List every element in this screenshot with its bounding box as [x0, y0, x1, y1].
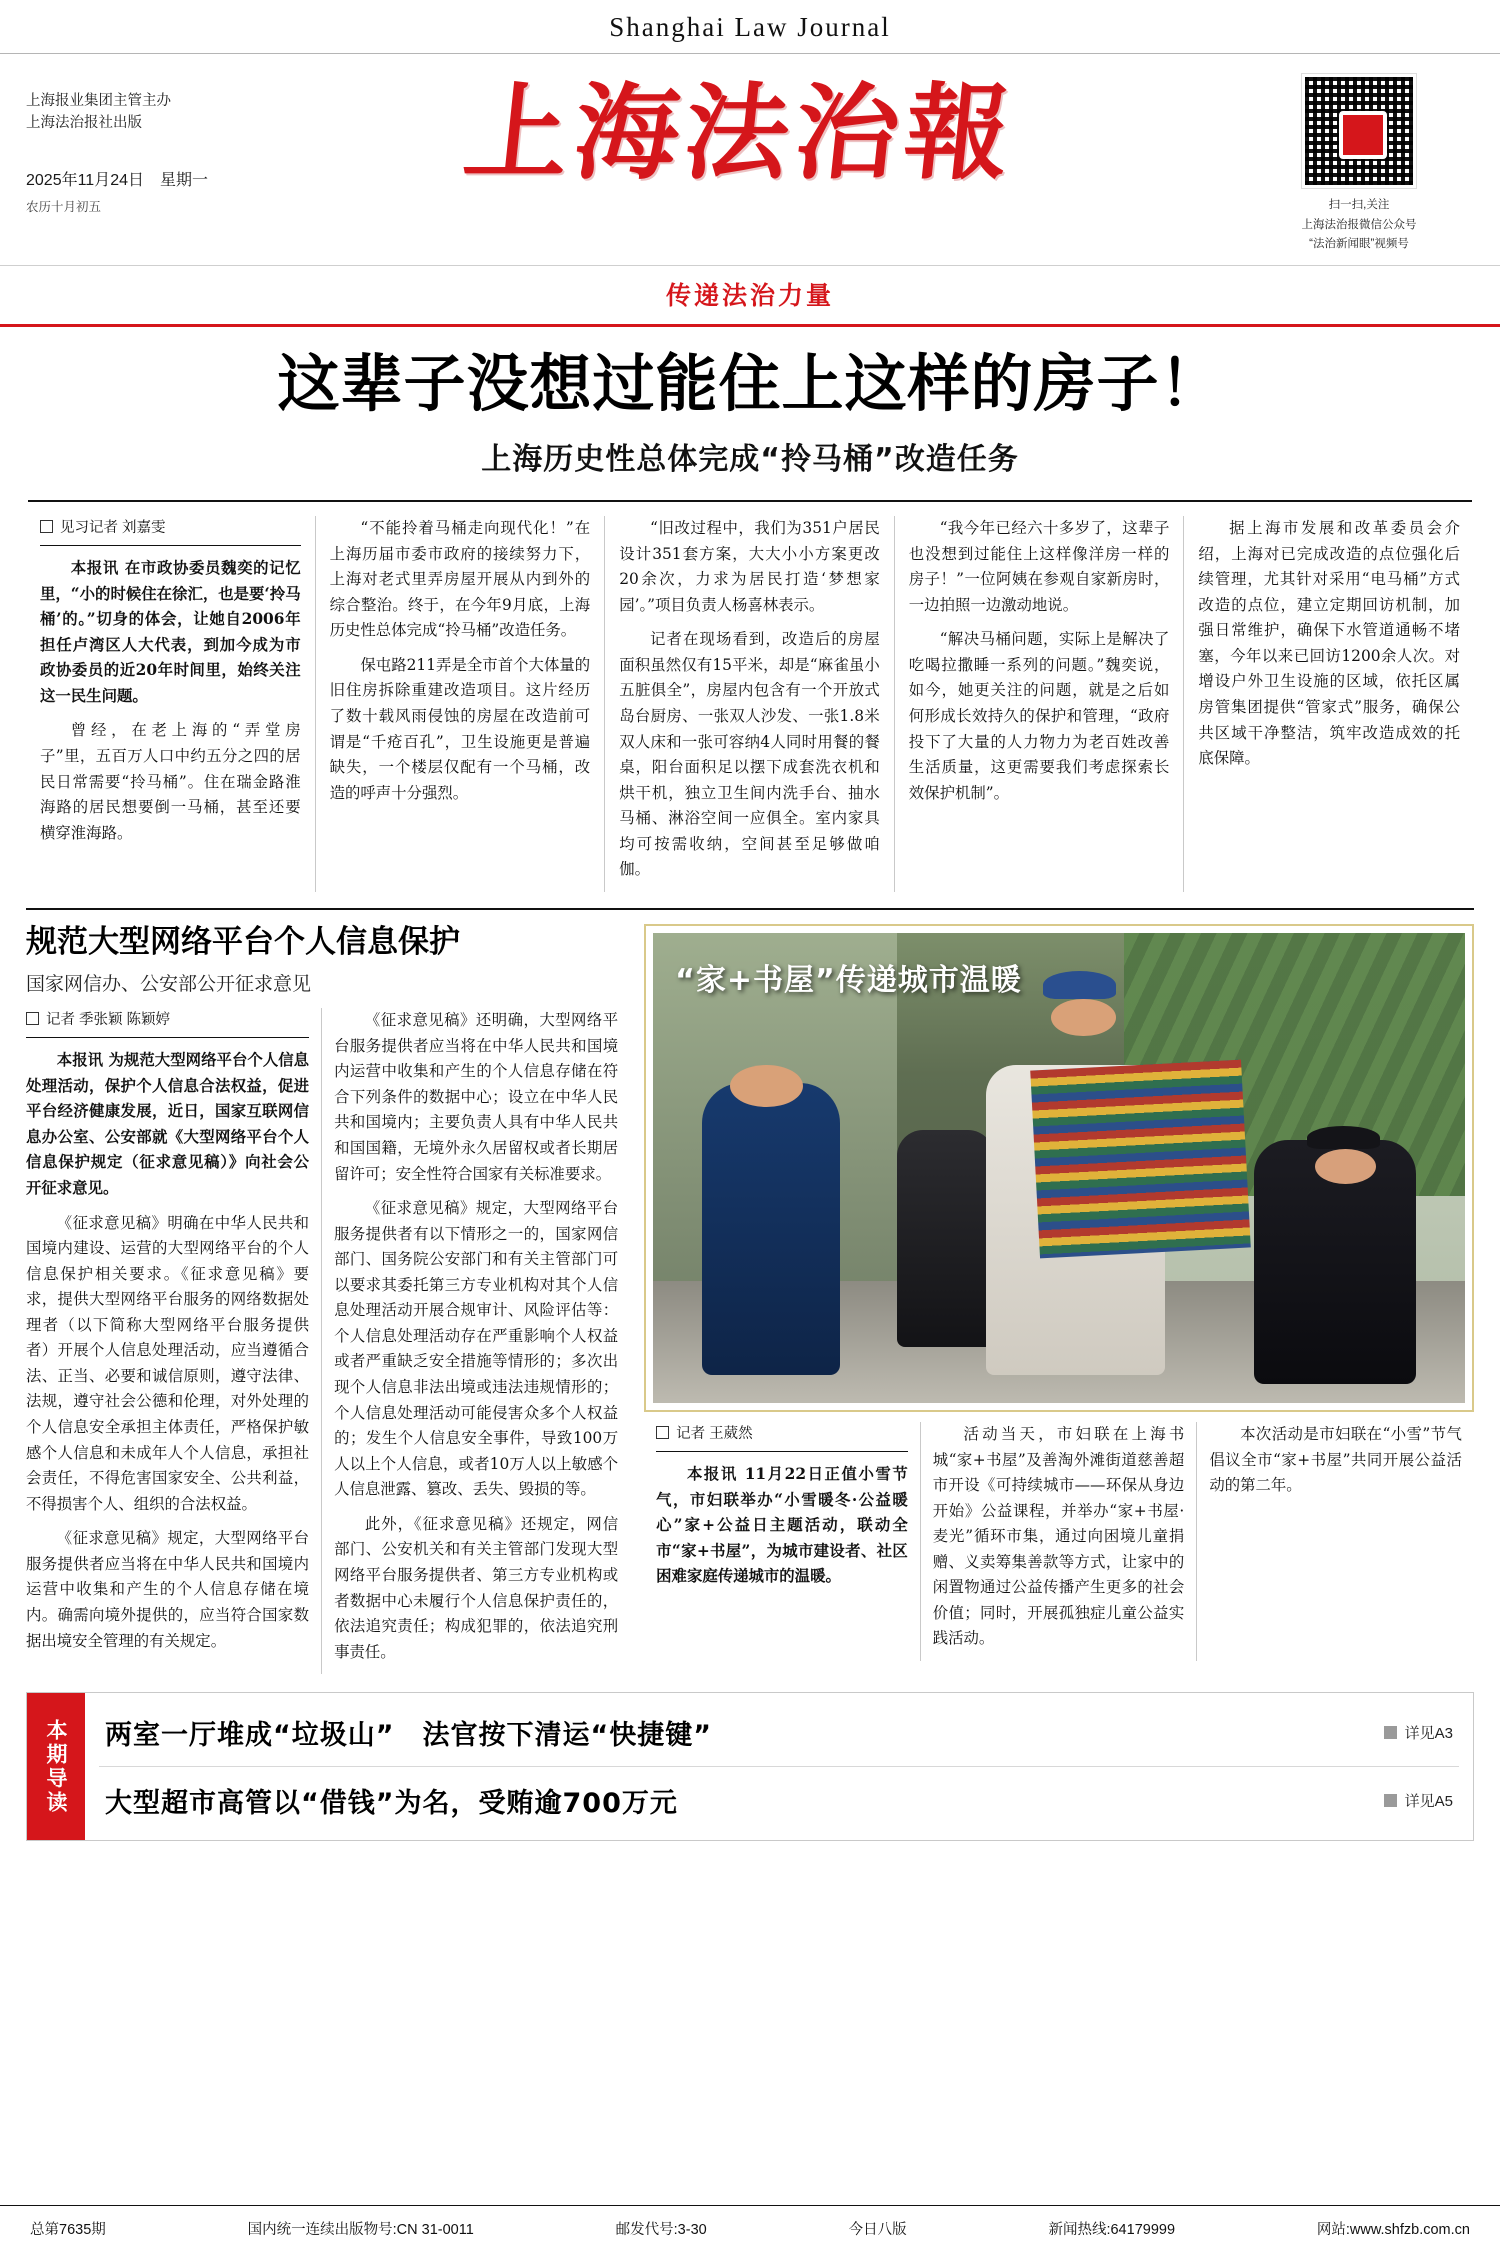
masthead-qr-block: [1244, 68, 1474, 255]
policy-paragraph: 本报讯 为规范大型网络平台个人信息处理活动，保护个人信息合法权益，促进平台经济健康发展，近日，国家互联网信息办公室、公安部就《大型网络平台个人信息保护规定（征求意见稿）》向社会公开征求意见。: [26, 1051, 310, 1197]
photo-caption-column-2: [921, 1422, 1198, 1661]
photo-caption-column-1: [644, 1422, 921, 1661]
guide-item-ref-text: 详见A5: [1404, 1793, 1453, 1811]
guide-item-title: 两室一厅堆成“垃圾山” 法官按下清运“快捷键”: [105, 1720, 712, 1752]
footer-website: 网站:www.shfzb.com.cn: [1316, 2222, 1470, 2238]
english-masthead-title: Shanghai Law Journal: [609, 12, 891, 42]
guide-item[interactable]: [99, 1766, 1459, 1834]
byline-square-icon: [40, 520, 53, 533]
lead-paragraph: “旧改过程中，我们为351户居民设计351套方案，大大小小方案更改20余次，力求为居民打造‘梦想家园’。”项目负责人杨喜林表示。: [619, 519, 880, 614]
footer-cn-number: 国内统一连续出版物号:CN 31-0011: [247, 2222, 474, 2238]
photo-byline-text: 记者 王葳然: [676, 1425, 753, 1442]
lead-column-3: [605, 516, 895, 892]
square-marker-icon: [1384, 1794, 1397, 1807]
byline-divider: [656, 1451, 908, 1452]
lead-paragraph: 本报讯 在市政协委员魏奕的记忆里，“小的时候住在徐汇，也是要‘拎马桶’的。”切身的体会，让她自2006年担任卢湾区人大代表，到加今成为市政协委员的近20年时间里，始终关注这一民生问题。: [40, 559, 301, 705]
policy-byline: [26, 1008, 309, 1037]
footer-hotline: 新闻热线:64179999: [1048, 2222, 1176, 2238]
photo-byline: [656, 1422, 908, 1451]
issue-guide-tab: 本期导读: [27, 1693, 85, 1840]
lead-paragraph: 记者在现场看到，改造后的房屋面积虽然仅有15平米，却是“麻雀虽小五脏俱全”，房屋内包含有一个开放式岛台厨房、一张双人沙发、一张1.8米双人床和一张可容纳4人同时用餐的餐桌，阳台面积足以摆下成套洗衣机和烘干机，独立卫生间内洗手台、抽水马桶、淋浴空间一应俱全。室内家具均可按需收纳，空间甚至足够做咱伽。: [619, 630, 880, 879]
masthead: [0, 54, 1500, 255]
guide-item-title: 大型超市高管以“借钱”为名，受贿逾700万元: [105, 1788, 678, 1820]
lead-article-columns: [0, 502, 1500, 892]
lead-column-5: [1184, 516, 1474, 892]
issue-date: 2025年11月24日 星期一: [26, 171, 209, 189]
policy-article-title: 规范大型网络平台个人信息保护: [26, 923, 460, 960]
byline-divider: [26, 1037, 309, 1038]
publisher-line-1: 上海报业集团主管主办: [26, 93, 171, 109]
lead-column-2: [316, 516, 606, 892]
guide-item-ref-text: 详见A3: [1404, 1725, 1453, 1743]
middle-section: [0, 910, 1500, 1674]
policy-byline-text: 记者 季张颖 陈颖婷: [46, 1012, 171, 1029]
qr-caption-3: “法治新闻眼”视频号: [1309, 238, 1409, 251]
lead-paragraph: “不能拎着马桶走向现代化！”在上海历届市委市政府的接续努力下，上海对老式里弄房屋开展从内到外的综合整治。终于，在今年9月底，上海历史性总体完成“拎马桶”改造任务。: [329, 519, 591, 640]
lead-paragraph: “解决马桶问题，实际上是解决了吃喝拉撒睡一系列的问题。”魏奕说，如今，她更关注的问题，就是之后如何形成长效持久的保护和管理，“政府投下了大量的人力物力为老百姓改善生活质量，这更需要我们考虑探索长效保护机制”。: [908, 630, 1170, 802]
photo-paragraph: 本报讯 11月22日正值小雪节气，市妇联举办“小雪暖冬·公益暖心”家+公益日主题活动，联动全市“家+书屋”，为城市建设者、社区困难家庭传递城市的温暖。: [656, 1464, 908, 1586]
slogan-band: [0, 265, 1500, 327]
lead-column-4: [895, 516, 1185, 892]
lead-paragraph: 据上海市发展和改革委员会介绍，上海对已完成改造的点位强化后续管理，尤其针对采用“电马桶”方式改造的点位，建立定期回访机制，加强日常维护，确保下水管道通畅不堵塞，今年以来已回访1200余人次。对增设户外卫生设施的区域，依托区属房管集团提供“管家式”服务，确保公共区域干净整洁，筑牢改造成效的托底保障。: [1198, 519, 1460, 768]
byline-square-icon: [656, 1426, 669, 1439]
photo-overlay-title: “家+书屋”传递城市温暖: [675, 962, 1022, 998]
policy-paragraph: 此外，《征求意见稿》还规定，网信部门、公安机关和有关主管部门发现大型网络平台服务提供者、第三方专业机构或者数据中心未履行个人信息保护责任的，依法追究责任；构成犯罪的，依法追究刑事责任。: [334, 1514, 619, 1661]
lead-headline: 这辈子没想过能住上这样的房子！: [277, 346, 1223, 420]
lead-byline-text: 见习记者 刘嘉雯: [60, 520, 166, 537]
masthead-logo: [236, 68, 1244, 198]
policy-column-2: [322, 1008, 618, 1674]
photo-caption-columns: [644, 1422, 1474, 1661]
photo-paragraph: 活动当天，市妇联在上海书城“家+书屋”及善淘外滩街道慈善超市开设《可持续城市——环保从身边开始》公益课程，并举办“家+书屋·麦光”循环市集，通过向困境儿童捐赠、义卖筹集善款等方式，让家中的闲置物通过公益传播产生更多的社会价值；同时，开展孤独症儿童公益实践活动。: [932, 1424, 1185, 1648]
policy-paragraph: 《征求意见稿》明确在中华人民共和国境内建设、运营的大型网络平台的个人信息保护相关要求。《征求意见稿》要求，提供大型网络平台服务的网络数据处理者（以下简称大型网络平台服务提供者）开展个人信息处理活动，应当遵循合法、正当、必要和诚信原则，遵守法律、法规，遵守社会公德和伦理，对外处理的个人信息安全承担主体责任，严格保护敏感个人信息和未成年人个人信息，承担社会责任，不得危害国家安全、公共利益，不得损害个人、组织的合法权益。: [26, 1213, 310, 1513]
byline-divider: [40, 545, 301, 546]
qr-caption-1: 扫一扫,关注: [1328, 199, 1390, 211]
issue-guide-box: [26, 1692, 1474, 1841]
lead-subhead: 上海历史性总体完成“拎马桶”改造任务: [481, 442, 1019, 478]
lead-byline: [40, 516, 301, 545]
lead-paragraph: 曾经，在老上海的“弄堂房子”里，五百万人口中约五分之四的居民日常需要“拎马桶”。住在瑞金路淮海路的居民想要倒一马桶，甚至还要横穿淮海路。: [40, 721, 301, 842]
guide-item[interactable]: [99, 1699, 1459, 1766]
footer-post-code: 邮发代号:3-30: [615, 2222, 707, 2238]
square-marker-icon: [1384, 1726, 1397, 1739]
policy-article-subtitle: 国家网信办、公安部公开征求意见: [26, 973, 312, 996]
policy-paragraph: 《征求意见稿》规定，大型网络平台服务提供者有以下情形之一的，国家网信部门、国务院公安部门和有关主管部门可以要求其委托第三方专业机构对其个人信息处理活动开展合规审计、风险评估等：个人信息处理活动存在严重影响个人权益或者严重缺乏安全措施等情形的；多次出现个人信息非法出境或违法违规情形的；个人信息处理活动可能侵害众多个人权益的；发生个人信息安全事件，导致100万人以上个人信息，或者10万人以上敏感个人信息泄露、篡改、丢失、毁损的等。: [334, 1199, 619, 1499]
lead-paragraph: “我今年已经六十多岁了，这辈子也没想到过能住上这样像洋房一样的房子！”一位阿姨在参观自家新房时，一边拍照一边激动地说。: [908, 519, 1170, 614]
photo-caption-column-3: [1197, 1422, 1474, 1661]
lead-headline-block: [0, 327, 1500, 478]
policy-paragraph: 《征求意见稿》规定，大型网络平台服务提供者应当将在中华人民共和国境内运营中收集和产生的个人信息存储在境内。确需向境外提供的，应当符合国家数据出境安全管理的有关规定。: [26, 1529, 310, 1650]
slogan-text: 传递法治力量: [665, 280, 834, 310]
photo-frame: [644, 924, 1474, 1412]
qr-caption-2: 上海法治报微信公众号: [1301, 218, 1417, 231]
photo-image: [653, 933, 1465, 1403]
byline-square-icon: [26, 1012, 39, 1025]
lead-paragraph: 保屯路211弄是全市首个大体量的旧住房拆除重建改造项目。这片经历了数十载风雨侵蚀的房屋在改造前可谓是“千疮百孔”，卫生设施更是普遍缺失，一个楼层仅配有一个马桶，改造的呼声十分强烈。: [329, 655, 591, 802]
policy-article: [26, 924, 634, 1674]
masthead-left-info: [26, 68, 236, 217]
qr-code-icon[interactable]: [1302, 74, 1416, 188]
masthead-logo-text: 上海法治報: [458, 71, 1022, 194]
photo-story: [634, 924, 1474, 1674]
footer-pages: 今日八版: [848, 2222, 907, 2238]
guide-item-ref[interactable]: [1384, 1722, 1453, 1743]
guide-item-ref[interactable]: [1384, 1790, 1453, 1811]
footer-issue: 总第7635期: [30, 2222, 106, 2238]
photo-paragraph: 本次活动是市妇联在“小雪”节气倡议全市“家+书屋”共同开展公益活动的第二年。: [1209, 1424, 1462, 1495]
lead-column-1: [26, 516, 316, 892]
policy-column-1: [26, 1008, 322, 1674]
page-footer: [0, 2205, 1500, 2253]
issue-guide-list: [85, 1693, 1473, 1840]
lunar-date: 农历十月初五: [26, 199, 102, 214]
policy-paragraph: 《征求意见稿》还明确，大型网络平台服务提供者应当将在中华人民共和国境内运营中收集和产生的个人信息存储在符合下列条件的数据中心；设立在中华人民共和国境内；主要负责人具有中华人民共和国国籍，无境外永久居留权或者长期居留许可；安全性符合国家有关标准要求。: [334, 1011, 619, 1183]
publisher-line-2: 上海法治报社出版: [26, 115, 142, 132]
